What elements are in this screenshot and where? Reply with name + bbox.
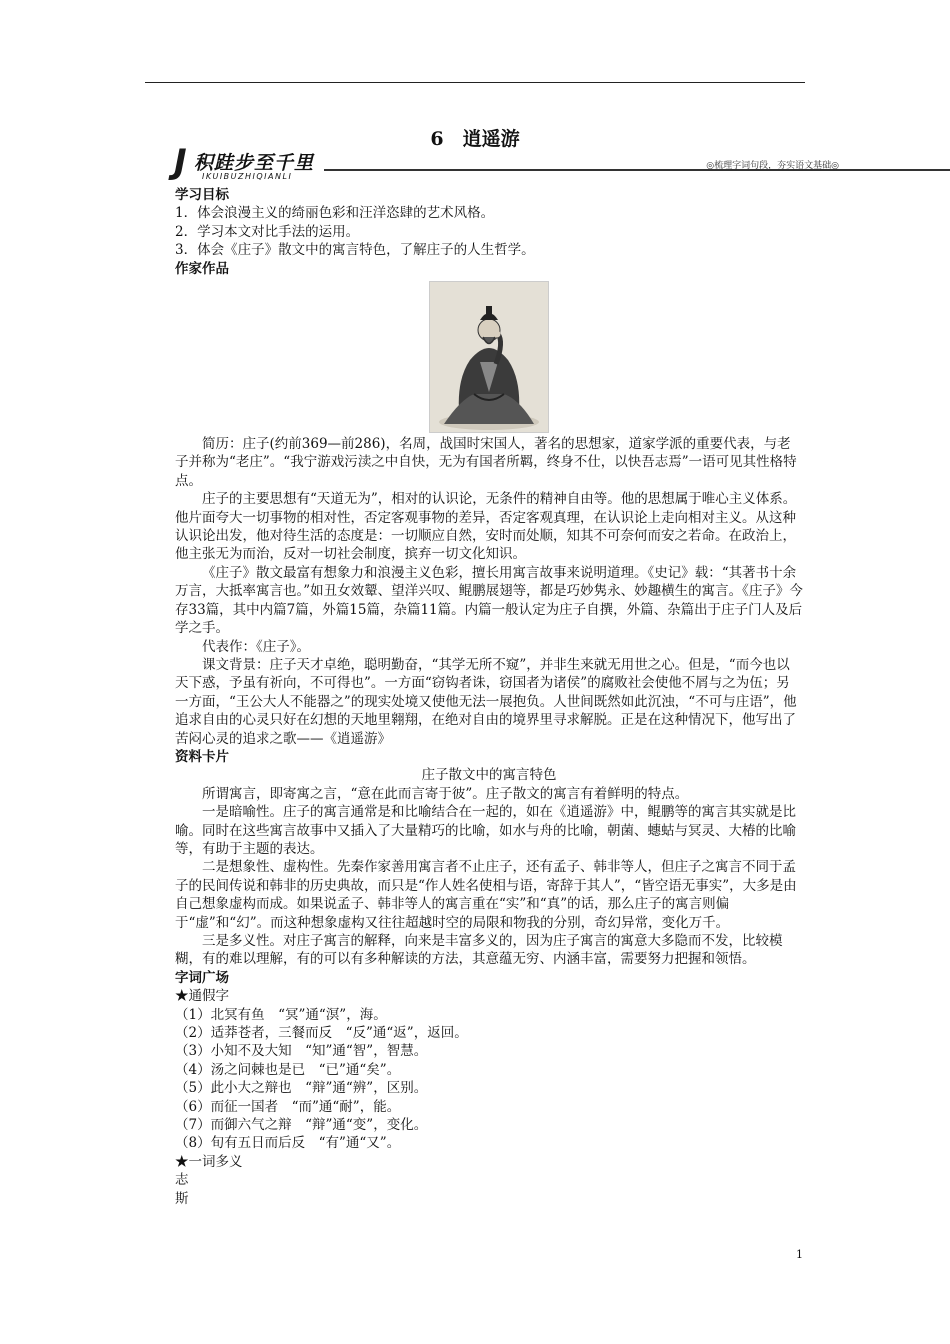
tongjia-item: （7）而御六气之辩 “辩”通“变”，变化。	[175, 1117, 428, 1134]
author-paragraph: 课文背景：庄子天才卓绝，聪明勤奋，“其学无所不窥”，并非生来就无用世之心。但是，“而今也以天下惑，予虽有祈向，不可得也”。一方面“窃钩者诛，窃国者为诸侯”的腐败社会使他不屑与之为伍；另一方面，“王公大人不能器之”的现实处境又使他无法一展抱负。人世间既然如此沉浊，“不可与庄语”，他追求自由的心灵只好在幻想的天地里翱翔，在绝对自由的境界里寻求解脱。正是在这种情况下，他写出了苦闷心灵的追求之歌——《逍遥游》	[175, 656, 797, 747]
page-number: 1	[796, 1248, 803, 1261]
zhuangzi-portrait-icon	[429, 281, 549, 433]
tongjia-item: （1）北冥有鱼 “冥”通“溟”，海。	[175, 1006, 387, 1023]
author-paragraph: 庄子的主要思想有“天道无为”，相对的认识论，无条件的精神自由等。他的思想属于唯心主义体系。他片面夸大一切事物的相对性，否定客观事物的差异，否定客观真理，在认识论上走向相对主义。从这种认识论出发，他对待生活的态度是：一切顺应自然，安时而处顺，知其不可奈何而安之若命。在政治上，他主张无为而治，反对一切社会制度，摈弃一切文化知识。	[175, 491, 797, 563]
card-subtitle: 庄子散文中的寓言特色	[421, 767, 557, 784]
author-heading: 作家作品	[175, 260, 229, 277]
card-heading: 资料卡片	[175, 748, 229, 765]
card-paragraph: 三是多义性。对庄子寓言的解释，向来是丰富多义的，因为庄子寓言的寓意大多隐而不发，比较模糊，有的难以理解，有的可以有多种解读的方法，其意蕴无穷、内涵丰富，需要努力把握和领悟。	[175, 933, 783, 968]
author-paragraph: 简历：庄子(约前369—前286)，名周，战国时宋国人，著名的思想家，道家学派的重要代表，与老子并称为“老庄”。“我宁游戏污渎之中自快，无为有国者所羁，终身不仕，以快吾志焉”一语可见其性格特点。	[175, 436, 797, 489]
polysemy-heading: ★一词多义	[175, 1153, 243, 1170]
section-banner	[174, 142, 839, 182]
header-rule	[145, 82, 805, 83]
lesson-title: 6 逍遥游	[430, 128, 520, 150]
polysemy-word: 志	[175, 1172, 189, 1189]
tongjia-item: （8）旬有五日而后反 “有”通“又”。	[175, 1135, 401, 1152]
tongjia-item: （3）小知不及大知 “知”通“智”，智慧。	[175, 1043, 428, 1060]
banner-slogan: ◎梳理字词句段，夯实语文基础◎	[706, 161, 839, 171]
card-paragraph: 二是想象性、虚构性。先秦作家善用寓言者不止庄子，还有孟子、韩非等人，但庄子之寓言不同于孟子的民间传说和韩非的历史典故，而只是“作人姓名使相与语，寄辞于其人”，“皆空语无事实”，大多是由自己想象虚构而成。如果说孟子、韩非等人的寓言重在“实”和“真”的话，那么庄子的寓言则偏于“虚”和“幻”。而这种想象虚构又往往超越时空的局限和物我的分别，奇幻异常，变化万千。	[175, 859, 797, 931]
author-paragraph: 《庄子》散文最富有想象力和浪漫主义色彩，擅长用寓言故事来说明道理。《史记》载：“其著书十余万言，大抵率寓言也。”如丑女效颦、望洋兴叹、鲲鹏展翅等，都是巧妙隽永、妙趣横生的寓言。《庄子》今存33篇，其中内篇7篇，外篇15篇，杂篇11篇。内篇一般认定为庄子自撰，外篇、杂篇出于庄子门人及后学之手。	[175, 564, 803, 637]
goal-item: 1．体会浪漫主义的绮丽色彩和汪洋恣肆的艺术风格。	[175, 205, 495, 222]
main-content	[175, 186, 803, 1208]
banner-pinyin: IKUIBUZHIQIANLI	[202, 172, 293, 181]
goal-item: 2．学习本文对比手法的运用。	[175, 223, 360, 240]
polysemy-word: 斯	[175, 1190, 189, 1207]
goals-heading: 学习目标	[175, 187, 229, 203]
banner-letter: J	[174, 142, 187, 182]
author-paragraph: 代表作：《庄子》。	[202, 638, 310, 655]
banner-rule	[324, 169, 950, 171]
goal-item: 3．体会《庄子》散文中的寓言特色，了解庄子的人生哲学。	[175, 242, 535, 259]
card-paragraph: 所谓寓言，即寄寓之言，“意在此而言寄于彼”。庄子散文的寓言有着鲜明的特点。	[202, 785, 689, 802]
card-paragraph: 一是暗喻性。庄子的寓言通常是和比喻结合在一起的，如在《逍遥游》中，鲲鹏等的寓言其实就是比喻。同时在这些寓言故事中又插入了大量精巧的比喻，如水与舟的比喻，朝菌、蟪蛄与冥灵、大椿的比喻等，有助于主题的表达。	[175, 804, 796, 857]
tongjia-item: （5）此小大之辩也 “辩”通“辨”，区别。	[175, 1080, 428, 1097]
banner-name: 积跬步至千里	[194, 152, 315, 174]
tongjia-item: （4）汤之问棘也是已 “已”通“矣”。	[175, 1061, 401, 1078]
tongjia-heading: ★通假字	[175, 988, 229, 1005]
words-heading: 字词广场	[175, 969, 229, 986]
tongjia-item: （2）适莽苍者，三餐而反 “反”通“返”，返回。	[175, 1025, 468, 1042]
tongjia-item: （6）而征一国者 “而”通“耐”，能。	[175, 1098, 401, 1115]
